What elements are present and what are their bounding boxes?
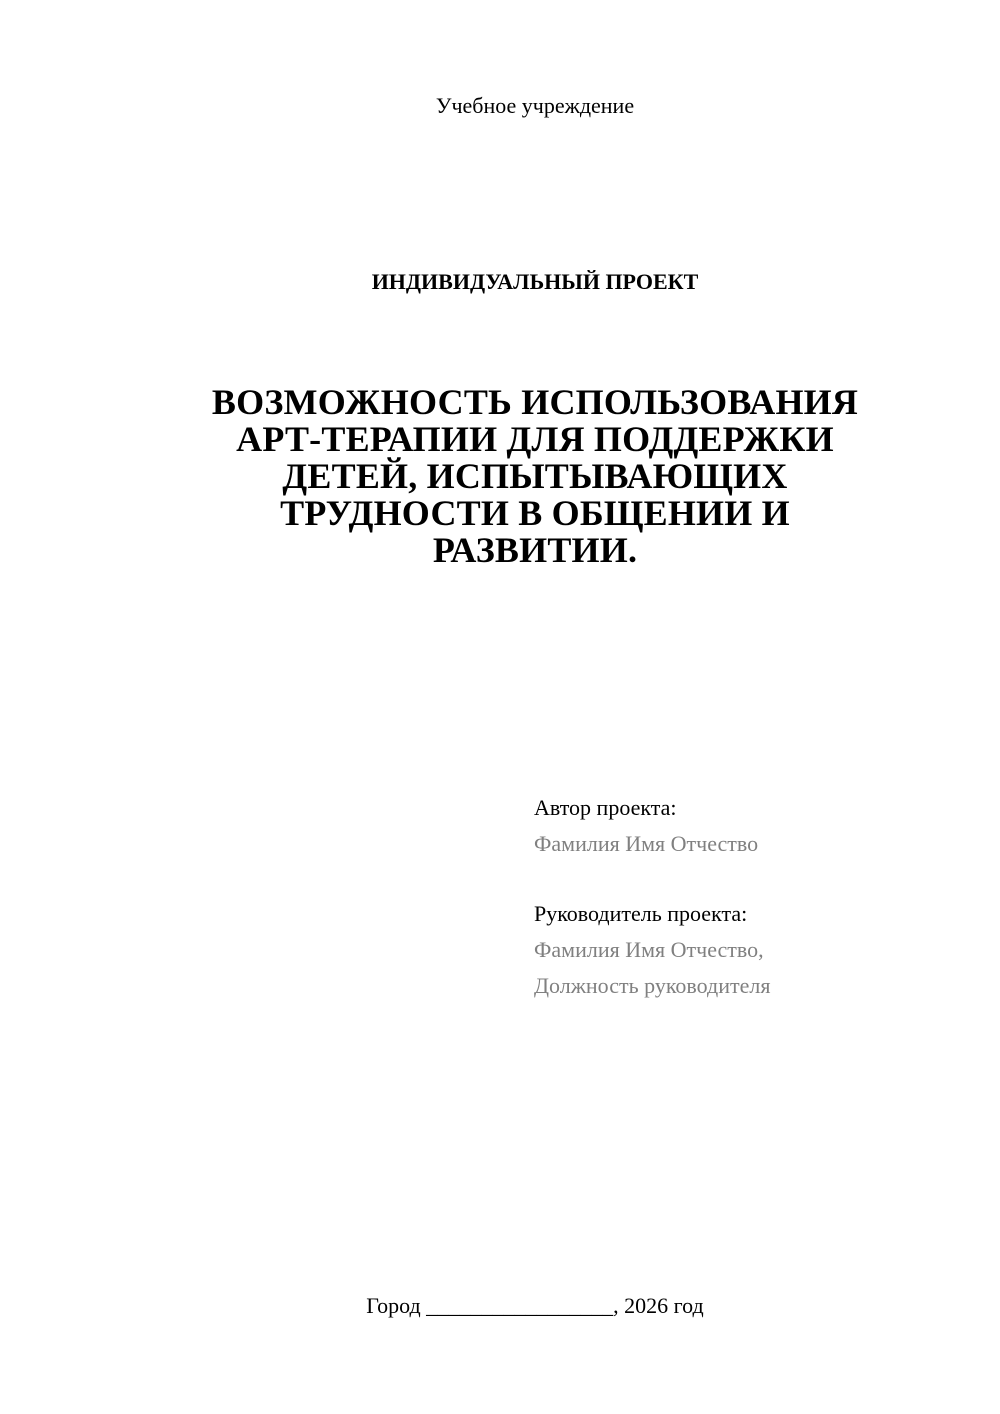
spacer [534,862,770,896]
title-line: ТРУДНОСТИ В ОБЩЕНИИ И [280,493,790,533]
supervisor-position: Должность руководителя [534,973,771,998]
title-line: РАЗВИТИИ. [432,530,638,570]
project-info [534,790,770,1004]
title-line: ДЕТЕЙ, ИСПЫТЫВАЮЩИХ [282,456,788,496]
title-line: АРТ-ТЕРАПИИ ДЛЯ ПОДДЕРЖКИ [236,419,834,459]
author-label: Автор проекта: [534,795,677,820]
title-line: ВОЗМОЖНОСТЬ ИСПОЛЬЗОВАНИЯ [211,382,859,422]
supervisor-name: Фамилия Имя Отчество, [534,937,764,962]
author-name: Фамилия Имя Отчество [534,831,759,856]
institution-name: Учебное учреждение [435,93,635,118]
document-type: ИНДИВИДУАЛЬНЫЙ ПРОЕКТ [371,269,699,294]
city-year-line: Город _________________, 2026 год [366,1293,704,1318]
project-title [190,384,880,569]
supervisor-label: Руководитель проекта: [534,901,748,926]
